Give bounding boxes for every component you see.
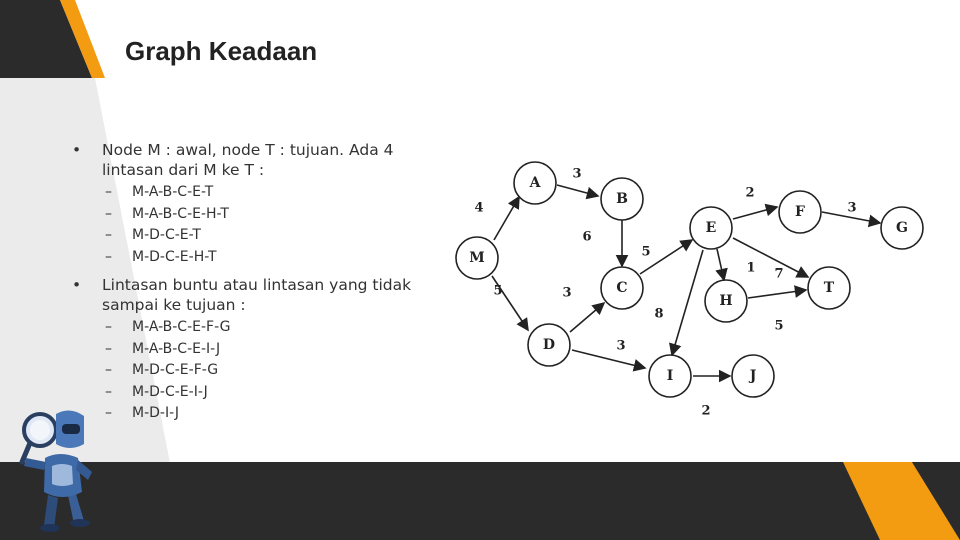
- node-label: M: [469, 250, 485, 266]
- node-label: F: [795, 204, 805, 220]
- edge-weight: 2: [701, 403, 711, 419]
- path-list-goal: [72, 182, 432, 268]
- bullet-paths-to-goal: • Node M : awal, node T : tujuan. Ada 4 lintasan dari M ke T :: [72, 140, 432, 180]
- edge-h-t: [748, 290, 806, 298]
- list-item: – M-A-B-C-E-F-G: [132, 317, 432, 339]
- list-item: – M-D-C-E-F-G: [132, 360, 432, 382]
- edge-weight: 5: [493, 283, 503, 299]
- edge-e-f: [733, 207, 777, 219]
- list-item: – M-D-C-E-I-J: [132, 382, 432, 404]
- edge-weight: 3: [572, 166, 582, 182]
- list-item: – M-D-I-J: [132, 403, 432, 425]
- edge-weight: 3: [847, 200, 857, 216]
- node-label: C: [616, 280, 628, 296]
- edge-weight: 5: [774, 318, 784, 334]
- slide-title: Graph Keadaan: [125, 36, 318, 66]
- edge-weight: 3: [616, 338, 626, 354]
- node-label: D: [542, 337, 556, 353]
- bullet-list: [72, 140, 432, 425]
- node-label: G: [896, 220, 908, 236]
- edge-e-i: [672, 250, 703, 355]
- edge-weight: 3: [562, 285, 572, 301]
- node-label: A: [529, 175, 541, 191]
- list-item: – M-D-C-E-T: [132, 225, 432, 247]
- edge-e-h: [717, 249, 724, 280]
- path-list-dead-end: [72, 317, 432, 425]
- edge-weight: 6: [582, 229, 592, 245]
- node-label: T: [823, 280, 835, 296]
- edge-d-c: [570, 303, 604, 332]
- list-item: – M-A-B-C-E-T: [132, 182, 432, 204]
- list-item: – M-A-B-C-E-H-T: [132, 204, 432, 226]
- list-item: – M-D-C-E-H-T: [132, 247, 432, 269]
- edge-weight: 2: [745, 185, 755, 201]
- edge-d-i: [572, 350, 645, 368]
- bottom-band: [0, 462, 960, 540]
- robot-magnifier-icon: [10, 400, 110, 540]
- bullet-dead-end-paths: • Lintasan buntu atau lintasan yang tidak sampai ke tujuan :: [72, 275, 432, 315]
- edge-m-a: [494, 197, 519, 240]
- edge-weight: 8: [654, 306, 664, 322]
- edge-a-b: [557, 185, 598, 196]
- node-label: B: [616, 191, 628, 207]
- node-label: J: [749, 368, 757, 384]
- edge-weight: 7: [774, 266, 784, 282]
- node-label: H: [719, 293, 733, 309]
- list-item: – M-A-B-C-E-I-J: [132, 339, 432, 361]
- edge-weight: 4: [474, 200, 484, 216]
- edge-weight: 1: [746, 260, 756, 276]
- node-label: E: [705, 220, 717, 236]
- edge-weight: 5: [641, 244, 651, 260]
- edge-e-t: [733, 238, 808, 277]
- state-graph: [440, 140, 930, 430]
- node-label: I: [666, 368, 674, 384]
